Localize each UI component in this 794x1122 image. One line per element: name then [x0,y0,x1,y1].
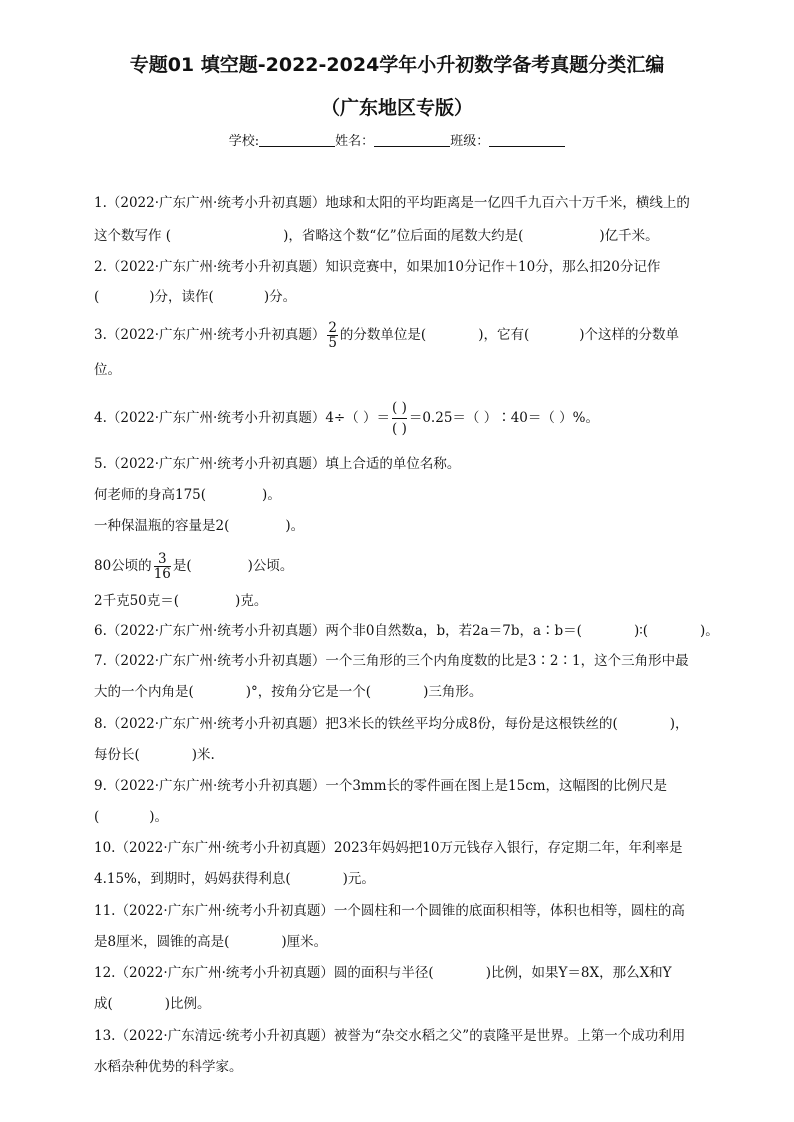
q8-line2: 每份长( )米. [94,747,215,763]
blank-fraction[interactable]: $\frac{( )}{( )}$ [392,400,407,437]
q13-line1: 13.（2022·广东清远·统考小升初真题）被誉为“杂交水稻之父”的袁隆平是世界。上第一个成功利用 [94,1028,686,1044]
q4-line: 4.（2022·广东广州·统考小升初真题）4÷（ ）＝ $\frac{( )}{( )}$ ＝0.25＝（ ）∶40＝（ ）%。 [94,400,599,437]
q13-line2: 水稻杂种优势的科学家。 [94,1059,243,1075]
q2-line2: ( )分，读作( )分。 [94,289,297,305]
name-blank[interactable] [374,134,450,147]
class-label: 班级： [450,134,490,149]
school-blank[interactable] [259,134,335,147]
class-blank[interactable] [489,134,565,147]
q11-line2: 是8厘米，圆锥的高是( )厘米。 [94,934,328,950]
q5-line5: 2千克50克＝( )克。 [94,593,268,609]
q11-line1: 11.（2022·广东广州·统考小升初真题）一个圆柱和一个圆锥的底面积相等，体积也相等，圆柱的高 [94,903,685,919]
q10-line2: 4.15%，到期时，妈妈获得利息( )元。 [94,871,375,887]
q7-line2: 大的一个内角是( )°，按角分它是一个( )三角形。 [94,684,483,700]
q12-line1: 12.（2022·广东广州·统考小升初真题）圆的面积与半径( )比例，如果Y＝8X，那么X和Y [94,965,672,981]
q9-line2: ( )。 [94,809,169,825]
q10-line1: 10.（2022·广东广州·统考小升初真题）2023年妈妈把10万元钱存入银行，存定期二年，年利率是 [94,840,683,856]
student-info-line [0,130,794,149]
fraction-3-16: $\frac{3}{16}$ [153,551,171,582]
name-label: 姓名： [335,134,375,149]
q5-line4: 80公顷的 $\frac{3}{16}$ 是( )公顷。 [94,551,294,582]
q5-line1: 5.（2022·广东广州·统考小升初真题）填上合适的单位名称。 [94,456,461,472]
school-label: 学校: [228,134,260,149]
q5-line3: 一种保温瓶的容量是2( )。 [94,518,305,534]
document-subtitle: （广东地区专版） [320,97,473,119]
fraction-2-5: $\frac{2}{5}$ [328,320,337,351]
q1-line2: 这个数写作 ( )，省略这个数“亿”位后面的尾数大约是( )亿千米。 [94,228,659,244]
q6-line: 6.（2022·广东广州·统考小升初真题）两个非0自然数a，b，若2a＝7b，a∶b＝( )∶( )。 [94,623,719,639]
q12-line2: 成( )比例。 [94,996,211,1012]
q1-line1: 1.（2022·广东广州·统考小升初真题）地球和太阳的平均距离是一亿四千九百六十万千米，横线上的 [94,195,690,211]
q9-line1: 9.（2022·广东广州·统考小升初真题）一个3mm长的零件画在图上是15cm，这幅图的比例尺是 [94,778,668,794]
q8-line1: 8.（2022·广东广州·统考小升初真题）把3米长的铁丝平均分成8份，每份是这根铁丝的( )， [94,716,689,732]
q3-line1: 3.（2022·广东广州·统考小升初真题） $\frac{2}{5}$ 的分数单位是( )，它有( )个这样的分数单 [94,320,680,351]
document-title: 专题01 填空题-2022-2024学年小升初数学备考真题分类汇编 [129,54,665,76]
q5-line2: 何老师的身高175( )。 [94,487,281,503]
q2-line1: 2.（2022·广东广州·统考小升初真题）知识竞赛中，如果加10分记作＋10分，那么扣20分记作 [94,259,661,275]
q3-line2: 位。 [94,362,121,378]
q7-line1: 7.（2022·广东广州·统考小升初真题）一个三角形的三个内角度数的比是3∶2∶1，这个三角形中最 [94,653,689,669]
